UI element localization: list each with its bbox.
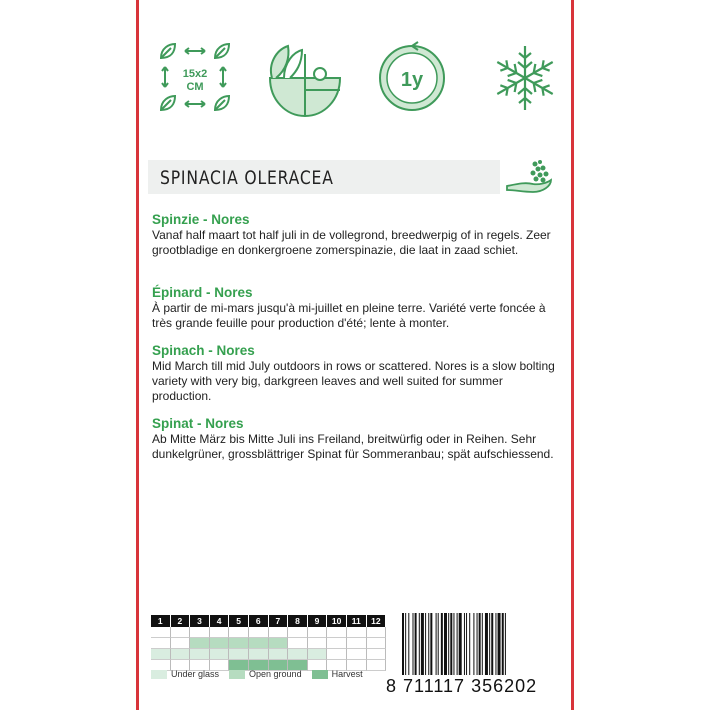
calendar-row [151,638,386,649]
calendar-cell [347,638,367,649]
hand-seeds-icon [505,156,555,198]
barcode-bar [473,613,474,675]
calendar-month-8: 8 [288,615,308,627]
botanical-name: SPINACIA OLERACEA [160,167,334,189]
calendar-cell [171,649,191,660]
section-french [152,285,562,331]
title-band [148,160,500,194]
barcode-bar [405,613,406,675]
calendar-cell [190,638,210,649]
calendar-cell [327,627,347,638]
calendar-cell [229,649,249,660]
barcode-bar [477,613,478,675]
barcode-bar [428,613,429,675]
section-body: Mid March till mid July outdoors in rows or scattered. Nores is a slow bolting variety with very big, darkgreen leaves and well suited for summer production. [152,359,555,403]
calendar-month-4: 4 [210,615,230,627]
snowflake-icon [490,42,560,114]
calendar-month-7: 7 [269,615,289,627]
barcode-bar [505,613,506,675]
calendar-cell [367,649,387,660]
legend-label: Harvest [331,669,363,679]
legend-label: Under glass [171,669,220,679]
calendar-rows [151,627,386,671]
barcode [400,613,565,675]
calendar-cell [347,627,367,638]
calendar-cell [249,649,269,660]
calendar-cell [210,627,230,638]
calendar-month-10: 10 [327,615,347,627]
barcode-bar [491,613,493,675]
calendar-cell [367,627,387,638]
calendar-month-2: 2 [171,615,191,627]
barcode-bar [408,613,409,675]
legend-label: Open ground [249,669,302,679]
calendar-month-11: 11 [347,615,367,627]
calendar-month-9: 9 [308,615,328,627]
barcode-bar [498,613,501,675]
legend-item-under-glass [151,669,219,679]
calendar-month-12: 12 [367,615,387,627]
calendar-cell [151,638,171,649]
barcode-number: 8 711117 356202 [386,676,538,696]
calendar-legend [151,669,373,679]
one-year-cycle-icon [375,40,450,115]
section-english [152,343,562,404]
calendar-month-5: 5 [229,615,249,627]
calendar-cell [367,638,387,649]
barcode-bar [457,613,458,675]
barcode-bar [482,613,483,675]
barcode-bar [444,613,447,675]
barcode-bar [453,613,454,675]
legend-swatch [229,670,245,679]
calendar-cell [288,638,308,649]
calendar-cell [151,649,171,660]
calendar-month-1: 1 [151,615,171,627]
barcode-bar [421,613,424,675]
spacing-label [180,68,210,94]
legend-swatch [312,670,328,679]
section-body: Ab Mitte März bis Mitte Juli ins Freiland, breitwürfig oder in Reihen. Sehr dunkelgrüner, grossblättriger Spinat für Sommeranbau; spät aufschiessend. [152,432,554,461]
sowing-calendar [151,615,386,671]
barcode-bar [459,613,462,675]
calendar-cell [347,649,367,660]
barcode-bar [441,613,443,675]
barcode-bar [479,613,481,675]
spacing-value: 15x2 [182,68,208,80]
calendar-row [151,627,386,638]
calendar-cell [171,638,191,649]
barcode-bar [419,613,420,675]
barcode-bar [448,613,449,675]
section-body: À partir de mi-mars jusqu'à mi-juillet en pleine terre. Variété verte foncée à très grande feuille pour production d'été; lente à monter. [152,301,546,330]
barcode-bar [415,613,417,675]
calendar-cell [249,638,269,649]
harvest-bowl-icon [262,40,347,120]
barcode-bar [495,613,496,675]
barcode-bar [413,613,414,675]
barcode-bar [502,613,504,675]
calendar-cell [308,649,328,660]
calendar-cell [308,627,328,638]
calendar-cell [327,649,347,660]
calendar-cell [288,627,308,638]
calendar-cell [269,638,289,649]
section-heading: Épinard - Nores [152,285,253,300]
barcode-bar [469,613,470,675]
section-heading: Spinzie - Nores [152,212,250,227]
section-german [152,416,562,462]
calendar-cell [229,638,249,649]
legend-swatch [151,670,167,679]
calendar-cell [288,649,308,660]
section-dutch [152,212,562,258]
calendar-month-6: 6 [249,615,269,627]
section-heading: Spinach - Nores [152,343,255,358]
legend-item-open-ground [229,669,302,679]
calendar-row [151,649,386,660]
barcode-bar [485,613,488,675]
calendar-cell [190,649,210,660]
calendar-cell [171,627,191,638]
barcode-bar [425,613,426,675]
barcode-bar [489,613,490,675]
barcode-bar [430,613,432,675]
calendar-cell [269,627,289,638]
calendar-cell [308,638,328,649]
section-body: Vanaf half maart tot half juli in de vollegrond, breedwerpig of in regels. Zeer grootbladige en donkergroene zomerspinazie, die laat in zaad schiet. [152,228,551,257]
calendar-month-header [151,615,386,627]
barcode-bar [402,613,404,675]
calendar-cell [269,649,289,660]
calendar-cell [151,627,171,638]
calendar-cell [249,627,269,638]
barcode-bar [466,613,467,675]
cycle-label: 1y [400,69,424,91]
calendar-cell [229,627,249,638]
spacing-unit: CM [186,81,204,93]
right-edge-line [571,0,574,710]
legend-item-harvest [312,669,363,679]
calendar-cell [327,638,347,649]
calendar-month-3: 3 [190,615,210,627]
calendar-cell [210,638,230,649]
barcode-bar [438,613,439,675]
calendar-cell [210,649,230,660]
barcode-bar [450,613,452,675]
section-heading: Spinat - Nores [152,416,244,431]
calendar-cell [190,627,210,638]
barcode-bar [464,613,465,675]
barcode-bar [436,613,437,675]
